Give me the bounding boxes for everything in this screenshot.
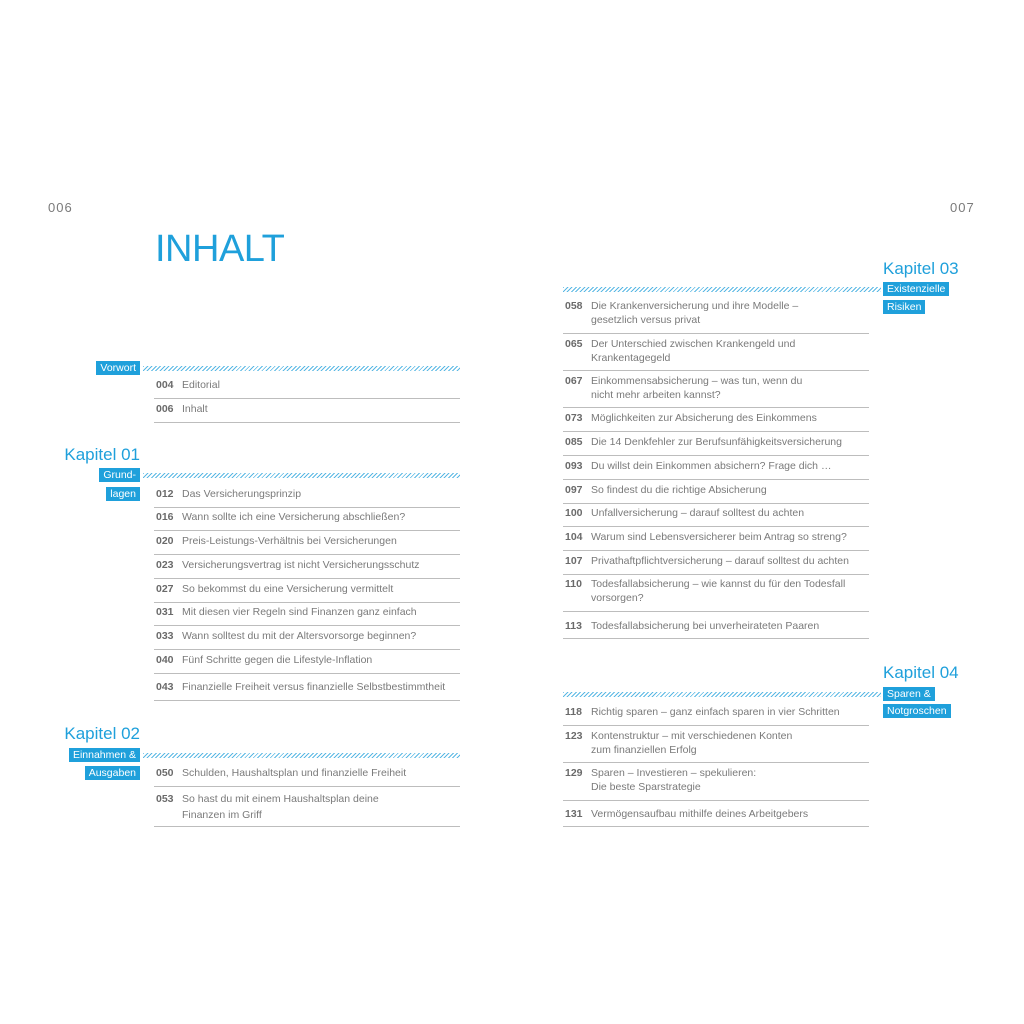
entry-title: Die 14 Denkfehler zur Berufsunfähigkeitsversicherung <box>591 436 842 448</box>
section-tag: Einnahmen & <box>69 748 140 762</box>
entry-title: Der Unterschied zwischen Krankengeld und Krankentagegeld <box>591 338 796 364</box>
section-tag: Vorwort <box>96 361 140 375</box>
toc-entry[interactable] <box>154 583 460 603</box>
page-ref: 031 <box>156 606 174 618</box>
page-ref: 020 <box>156 535 174 547</box>
entry-title: Editorial <box>182 379 220 391</box>
entry-title: Richtig sparen – ganz einfach sparen in vier Schritten <box>591 706 840 718</box>
page-ref: 113 <box>565 620 582 632</box>
toc-entry[interactable] <box>563 412 869 432</box>
toc-entry[interactable] <box>563 730 869 763</box>
page-ref: 110 <box>565 578 582 590</box>
toc-entry[interactable] <box>154 606 460 626</box>
entry-title: Mit diesen vier Regeln sind Finanzen ganz einfach <box>182 606 417 618</box>
entry-title: Das Versicherungsprinzip <box>182 488 302 500</box>
page-ref: 016 <box>156 511 174 523</box>
page-ref: 065 <box>565 338 583 350</box>
page-ref: 043 <box>156 681 174 693</box>
toc-entry[interactable] <box>154 379 460 399</box>
entry-title: Unfallversicherung – darauf solltest du achten <box>591 507 805 519</box>
toc-entry[interactable] <box>154 630 460 650</box>
entry-title: Kontenstruktur – mit verschiedenen Konten zum finanziellen Erfolg <box>591 730 793 756</box>
toc-entry[interactable] <box>563 300 869 334</box>
toc-entry[interactable] <box>563 507 869 527</box>
page-ref: 058 <box>565 300 583 312</box>
entry-title: So hast du mit einem Haushaltsplan deine Finanzen im Griff <box>182 793 379 821</box>
page-ref: 050 <box>156 767 174 779</box>
page-ref: 067 <box>565 375 583 387</box>
entry-title: Privathaftpflichtversicherung – darauf solltest du achten <box>591 555 849 567</box>
hatch-divider <box>143 473 460 478</box>
page-ref: 006 <box>156 403 174 415</box>
toc-entry[interactable] <box>563 338 869 371</box>
page-number-right: 007 <box>950 200 975 215</box>
hatch-divider <box>143 366 460 371</box>
toc-entry[interactable] <box>563 375 869 408</box>
page-ref: 027 <box>156 583 174 595</box>
entry-title: Fünf Schritte gegen die Lifestyle-Inflation <box>182 654 373 666</box>
toc-entry[interactable] <box>563 578 869 612</box>
page-ref: 104 <box>565 531 583 543</box>
toc-entry[interactable] <box>563 555 869 575</box>
entry-title: So bekommst du eine Versicherung vermittelt <box>182 583 394 595</box>
page-ref: 004 <box>156 379 174 391</box>
toc-entry[interactable] <box>154 767 460 787</box>
toc-entry[interactable] <box>563 460 869 480</box>
entry-title: Finanzielle Freiheit versus finanzielle Selbstbestimmtheit <box>182 681 446 693</box>
entry-title: Wann solltest du mit der Altersvorsorge beginnen? <box>182 630 417 642</box>
entry-title: Die Krankenversicherung und ihre Modelle – gesetzlich versus privat <box>591 300 799 326</box>
toc-entry[interactable] <box>154 403 460 423</box>
toc-entry[interactable] <box>563 484 869 504</box>
page-ref: 085 <box>565 436 583 448</box>
page-ref: 123 <box>565 730 583 742</box>
toc-entry[interactable] <box>154 654 460 674</box>
page-ref: 118 <box>565 706 582 718</box>
section-tag: Sparen & <box>883 687 935 701</box>
section-tag: Ausgaben <box>85 766 140 780</box>
hatch-divider <box>563 692 881 697</box>
hatch-divider <box>143 753 460 758</box>
entry-title: So findest du die richtige Absicherung <box>591 484 767 496</box>
page-number-left: 006 <box>48 200 73 215</box>
page-ref: 073 <box>565 412 583 424</box>
page-ref: 093 <box>565 460 583 472</box>
entry-title: Inhalt <box>182 403 208 415</box>
toc-entry[interactable] <box>154 681 460 701</box>
toc-entry[interactable] <box>154 535 460 555</box>
entry-title: Du willst dein Einkommen absichern? Frage dich … <box>591 460 832 472</box>
page-ref: 033 <box>156 630 174 642</box>
section-tag: Existenzielle <box>883 282 949 296</box>
hatch-divider <box>563 287 881 292</box>
page-ref: 023 <box>156 559 174 571</box>
entry-title: Todesfallabsicherung – wie kannst du für den Todesfall vorsorgen? <box>591 578 846 604</box>
section-tag: lagen <box>106 487 140 501</box>
page-ref: 040 <box>156 654 174 666</box>
page-title: INHALT <box>155 228 285 270</box>
toc-entry[interactable] <box>563 808 869 827</box>
entry-title: Sparen – Investieren – spekulieren: Die beste Sparstrategie <box>591 767 757 793</box>
chapter-heading: Kapitel 04 <box>883 663 959 682</box>
entry-title: Versicherungsvertrag ist nicht Versicherungsschutz <box>182 559 420 571</box>
toc-entry[interactable] <box>154 511 460 531</box>
entry-title: Möglichkeiten zur Absicherung des Einkommens <box>591 412 817 424</box>
toc-entry[interactable] <box>563 531 869 551</box>
section-tag: Grund- <box>99 468 140 482</box>
entry-title: Vermögensaufbau mithilfe deines Arbeitgebers <box>591 808 809 820</box>
page-ref: 107 <box>565 555 583 567</box>
page-ref: 129 <box>565 767 583 779</box>
chapter-heading: Kapitel 01 <box>64 445 140 464</box>
entry-title: Preis-Leistungs-Verhältnis bei Versicherungen <box>182 535 397 547</box>
chapter-heading: Kapitel 03 <box>883 259 959 278</box>
page-ref: 100 <box>565 507 583 519</box>
page-ref: 131 <box>565 808 583 820</box>
page-ref: 097 <box>565 484 583 496</box>
toc-entry[interactable] <box>563 436 869 456</box>
toc-entry[interactable] <box>563 767 869 801</box>
section-tag: Risiken <box>883 300 925 314</box>
toc-entry[interactable] <box>154 791 460 827</box>
page-ref: 012 <box>156 488 174 500</box>
entry-title: Warum sind Lebensversicherer beim Antrag so streng? <box>591 531 847 543</box>
entry-title: Schulden, Haushaltsplan und finanzielle Freiheit <box>182 767 407 779</box>
entry-title: Wann sollte ich eine Versicherung abschließen? <box>182 511 406 523</box>
entry-title: Todesfallabsicherung bei unverheirateten Paaren <box>591 620 820 632</box>
chapter-heading: Kapitel 02 <box>64 724 140 743</box>
toc-entry[interactable] <box>563 706 869 726</box>
section-tag: Notgroschen <box>883 704 951 718</box>
toc-entry[interactable] <box>154 488 460 508</box>
toc-entry[interactable] <box>154 559 460 579</box>
toc-entry[interactable] <box>563 620 869 639</box>
page-ref: 053 <box>156 793 174 805</box>
entry-title: Einkommensabsicherung – was tun, wenn du nicht mehr arbeiten kannst? <box>591 375 803 401</box>
